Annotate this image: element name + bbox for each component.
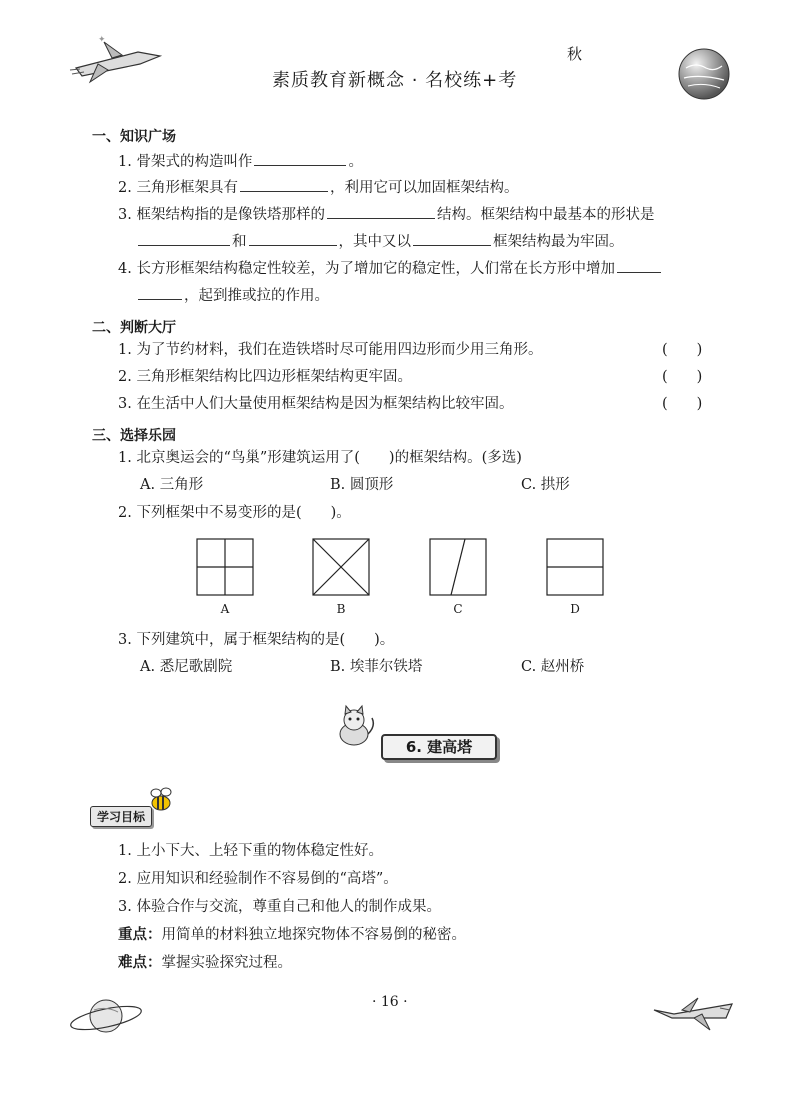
frame-figure-d[interactable] [546, 538, 604, 596]
question-text: 1. 骨架式的构造叫作 [118, 154, 253, 170]
option-b[interactable]: B. 圆顶形 [330, 477, 394, 493]
difficulty-point [118, 953, 292, 973]
answer-blank[interactable] [413, 231, 491, 246]
book-title: 素质教育新概念 · 名校练+考 [272, 70, 518, 91]
figure-label-b: B [336, 602, 346, 616]
question-text: ，利用它可以加固框架结构。 [329, 180, 519, 196]
judge-item-3: 3. 在生活中人们大量使用框架结构是因为框架结构比较牢固。 [118, 396, 514, 412]
learning-goals-tag: 学习目标 [90, 806, 152, 827]
question-text: 2. 三角形框架具有 [118, 180, 238, 196]
question-text: 和 [232, 234, 247, 250]
question-text: 3. 框架结构指的是像铁塔那样的 [118, 207, 325, 223]
season-label: 秋 [567, 45, 583, 63]
difficulty-label: 难点： [118, 955, 162, 971]
key-point-label: 重点： [118, 927, 162, 943]
question-1-4 [118, 258, 663, 279]
figure-label-c: C [453, 602, 463, 616]
space-shuttle-icon [68, 30, 168, 90]
goal-item-3: 3. 体验合作与交流，尊重自己和他人的制作成果。 [118, 899, 441, 915]
goal-item-2: 2. 应用知识和经验制作不容易倒的“高塔”。 [118, 871, 398, 887]
space-shuttle-icon [646, 984, 736, 1040]
option-c[interactable]: C. 赵州桥 [521, 659, 585, 675]
goal-item-1: 1. 上小下大、上轻下重的物体稳定性好。 [118, 843, 383, 859]
choice-question-2: 2. 下列框架中不易变形的是( )。 [118, 505, 351, 521]
option-a[interactable]: A. 三角形 [140, 477, 204, 493]
judge-item-2: 2. 三角形框架结构比四边形框架结构更牢固。 [118, 369, 412, 385]
svg-text:✦: ✦ [98, 35, 106, 45]
globe-icon [676, 46, 732, 102]
answer-blank[interactable] [240, 177, 328, 192]
option-a[interactable]: A. 悉尼歌剧院 [140, 659, 233, 675]
section-heading-knowledge: 一、知识广场 [92, 129, 176, 145]
answer-blank[interactable] [254, 151, 346, 166]
answer-blank[interactable] [138, 231, 230, 246]
judge-paren-2[interactable]: ( ) [662, 369, 703, 385]
choice-question-1: 1. 北京奥运会的“鸟巢”形建筑运用了( )的框架结构。(多选) [118, 450, 522, 466]
question-1-2 [118, 177, 518, 198]
choice-question-3: 3. 下列建筑中，属于框架结构的是( )。 [118, 632, 395, 648]
question-text: 4. 长方形框架结构稳定性较差，为了增加它的稳定性，人们常在长方形中增加 [118, 261, 615, 277]
frame-figure-a[interactable] [196, 538, 254, 596]
question-1-1 [118, 151, 363, 172]
question-1-3 [118, 204, 654, 225]
judge-paren-3[interactable]: ( ) [662, 396, 703, 412]
answer-blank[interactable] [327, 204, 435, 219]
page-number: · 16 · [372, 994, 408, 1010]
answer-blank[interactable] [138, 285, 182, 300]
lesson-title-banner: 6. 建高塔 [381, 734, 497, 760]
difficulty-text: 掌握实验探究过程。 [161, 955, 292, 971]
option-b[interactable]: B. 埃菲尔铁塔 [330, 659, 423, 675]
question-1-4-cont [136, 285, 329, 306]
frame-figure-c[interactable] [429, 538, 487, 596]
answer-blank[interactable] [249, 231, 337, 246]
judge-paren-1[interactable]: ( ) [662, 342, 703, 358]
key-point [118, 925, 466, 945]
section-heading-judgement: 二、判断大厅 [92, 320, 176, 336]
question-text: 。 [348, 154, 363, 170]
judge-item-1: 1. 为了节约材料，我们在造铁塔时尽可能用四边形而少用三角形。 [118, 342, 543, 358]
figure-label-d: D [570, 602, 580, 616]
section-heading-choice: 三、选择乐园 [92, 428, 176, 444]
question-text: ，起到推或拉的作用。 [184, 288, 329, 304]
frame-figure-b[interactable] [312, 538, 370, 596]
question-text: 框架结构最为牢固。 [493, 234, 624, 250]
key-point-text: 用简单的材料独立地探究物体不容易倒的秘密。 [161, 927, 466, 943]
question-text: 结构。框架结构中最基本的形状是 [436, 207, 655, 223]
answer-blank[interactable] [617, 258, 661, 273]
figure-label-a: A [220, 602, 230, 616]
question-text: ，其中又以 [338, 234, 411, 250]
option-c[interactable]: C. 拱形 [521, 477, 570, 493]
question-1-3-cont [136, 231, 624, 252]
cartoon-cat-icon [330, 704, 376, 750]
planet-icon [66, 988, 146, 1044]
